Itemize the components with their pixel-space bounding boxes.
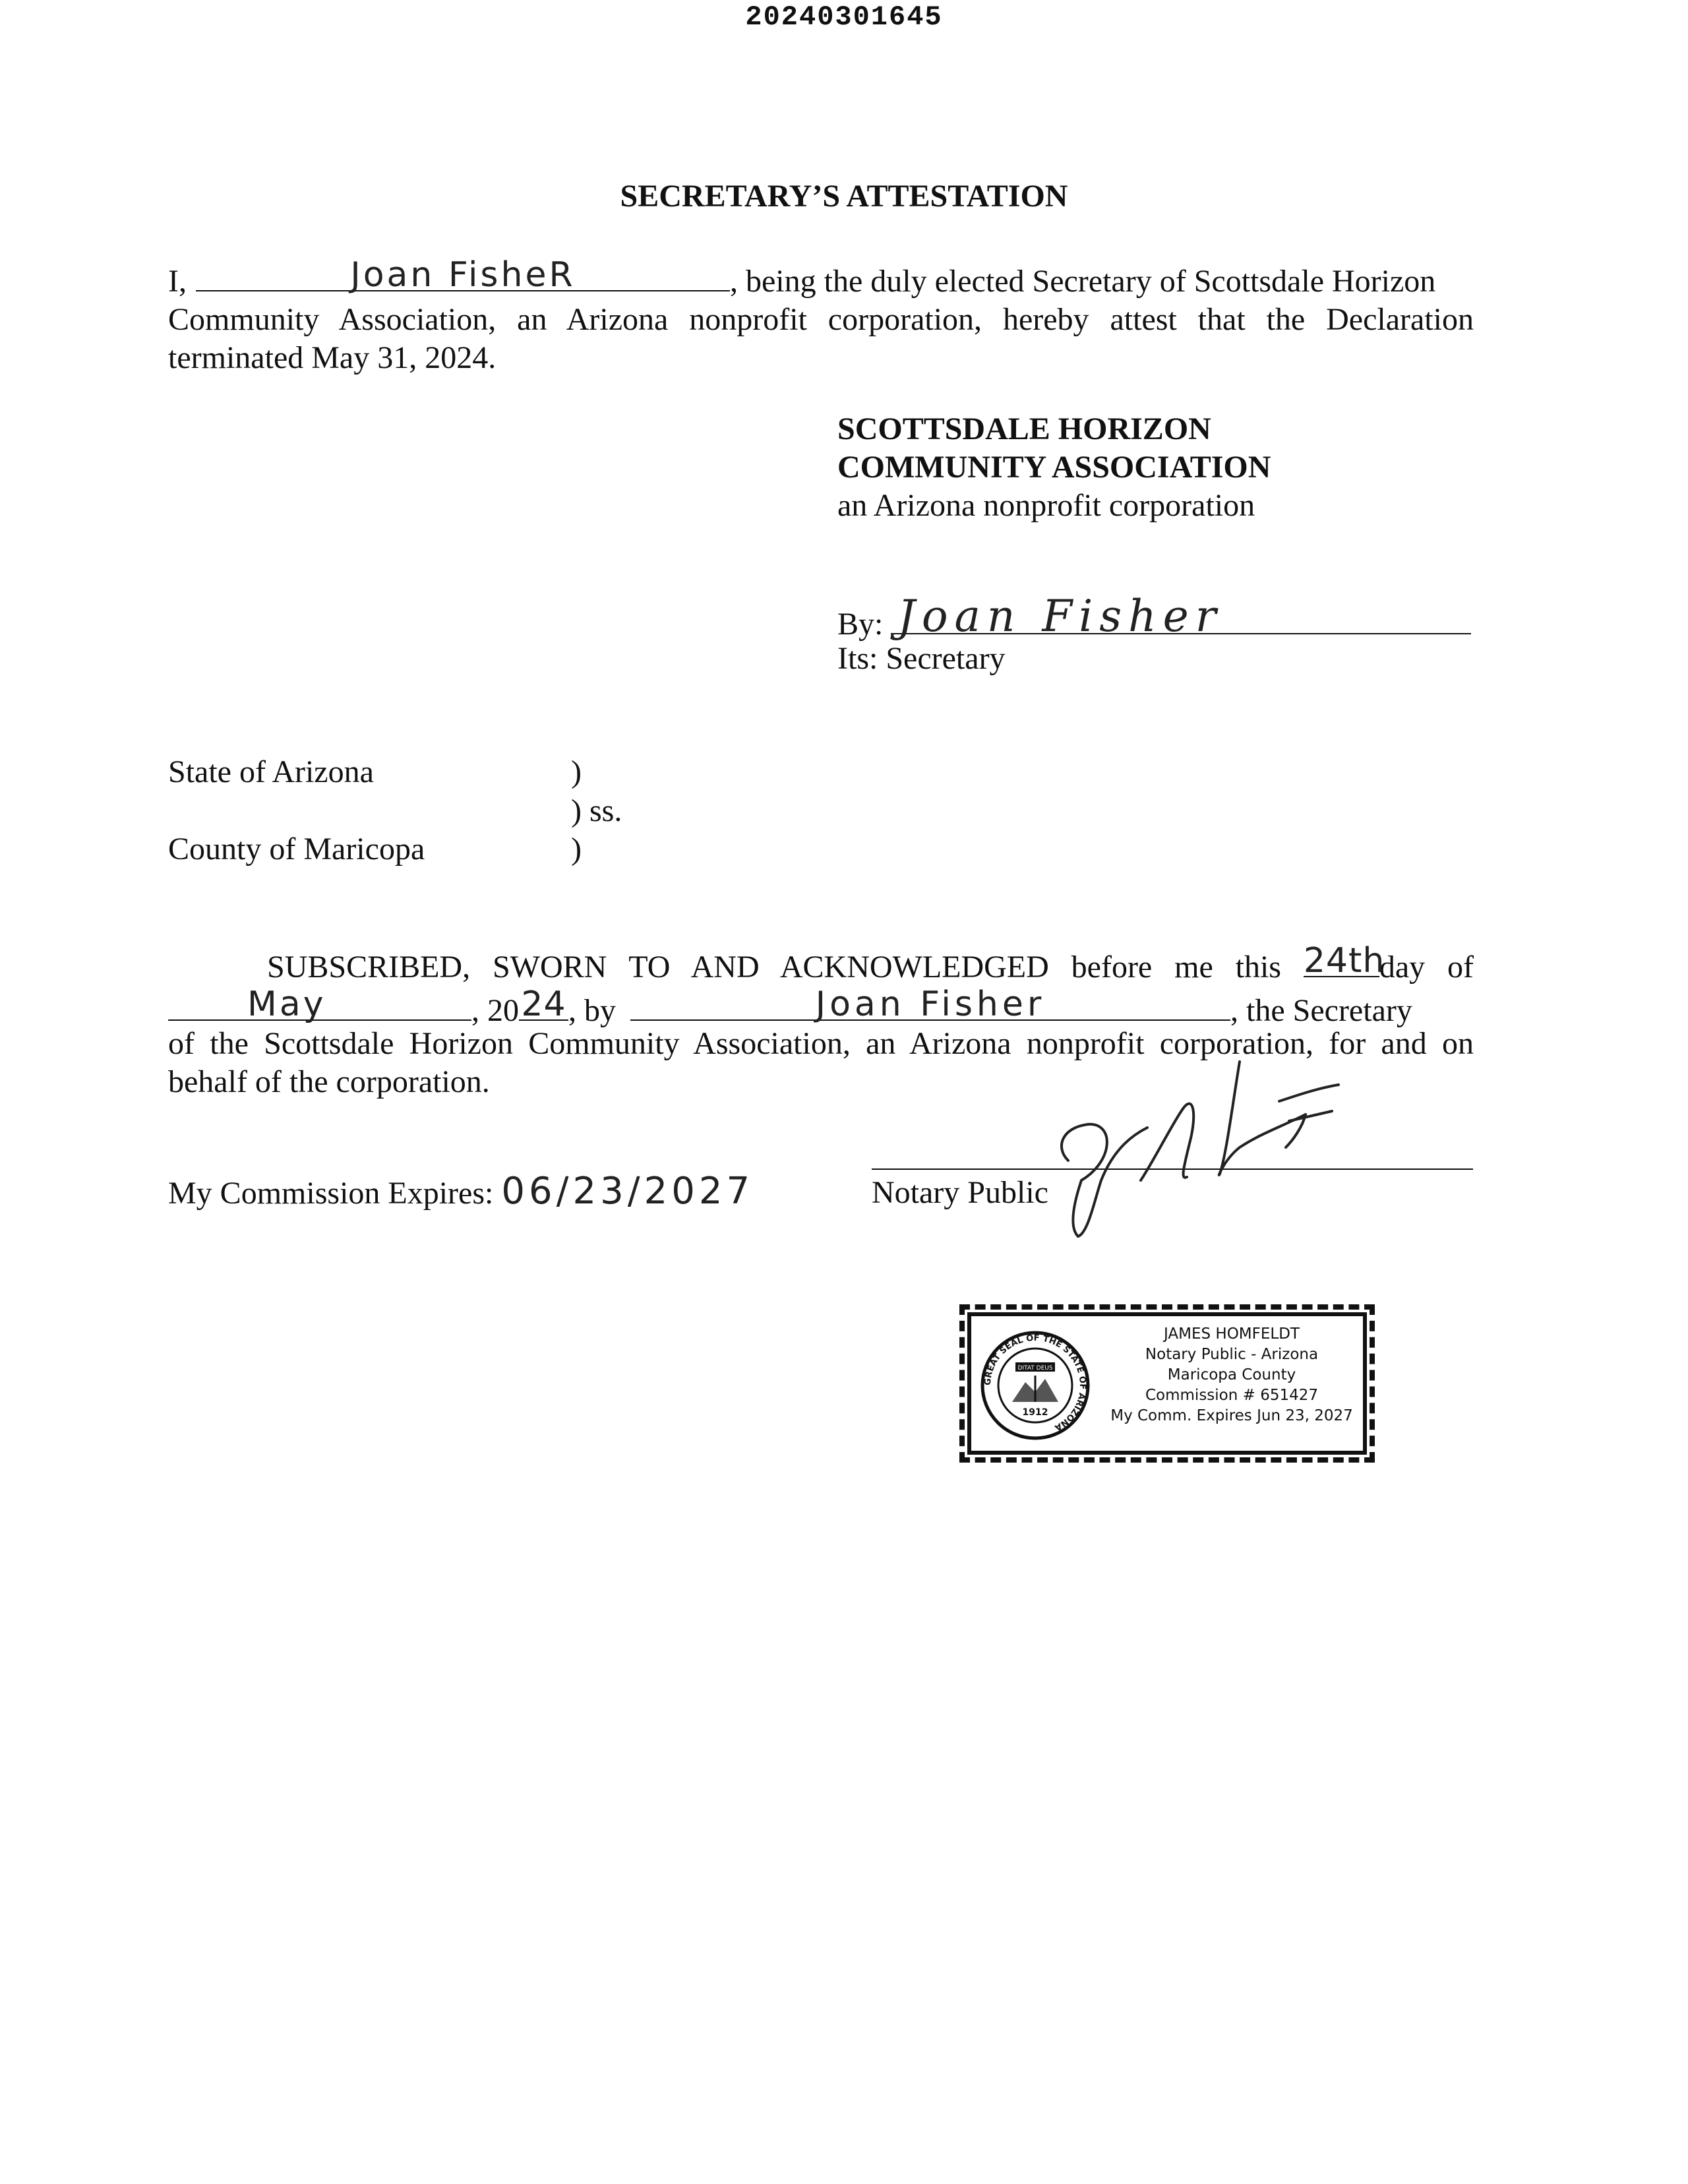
stamp-text-block [1097, 1324, 1367, 1426]
attestation-line-2: Community Association, an Arizona nonprofit corporation, hereby attest that the Declaration [168, 302, 1474, 337]
by-label: By: [837, 607, 884, 642]
ack-year-handwritten: 24 [521, 985, 566, 1024]
notary-stamp [959, 1304, 1375, 1463]
stamp-notary-name: JAMES HOMFELDT [1164, 1325, 1300, 1343]
commission-label: My Commission Expires: [168, 1176, 494, 1211]
venue-paren-1: ) [571, 754, 582, 789]
ack-year-field [519, 985, 568, 1024]
arizona-state-seal-icon [979, 1329, 1091, 1441]
org-name-line-2: COMMUNITY ASSOCIATION [837, 450, 1271, 485]
venue-ss: ) ss. [571, 793, 622, 828]
ack-line-2 [168, 985, 1474, 1028]
stamp-expiration: My Comm. Expires Jun 23, 2027 [1110, 1407, 1353, 1424]
stamp-commission-number: Commission # 651427 [1145, 1387, 1319, 1404]
attestation-paragraph [168, 257, 1474, 377]
by-signature-row [837, 591, 1484, 644]
corporation-block [837, 410, 1484, 525]
venue-paren-3: ) [571, 832, 582, 866]
stamp-notary-title: Notary Public - Arizona [1145, 1346, 1319, 1363]
notary-public-label: Notary Public [872, 1175, 1048, 1210]
attestation-line1-rest: , being the duly elected Secretary of Scottsdale Horizon [729, 264, 1436, 299]
secretary-name-handwritten: Joan FisheR [350, 255, 576, 295]
venue-state: State of Arizona [168, 754, 374, 789]
commission-expiry-row [168, 1172, 754, 1213]
ack-line2-end: , the Secretary [1230, 993, 1412, 1028]
attestation-line-3: terminated May 31, 2024. [168, 340, 497, 375]
ack-line1-end: day of [1379, 950, 1474, 985]
ack-by-text: , by [568, 993, 616, 1028]
ack-line-1 [168, 943, 1474, 986]
ack-month-handwritten: May [247, 985, 326, 1024]
attestation-prefix: I, [168, 264, 187, 299]
attestation-line-1 [168, 257, 1474, 301]
ack-line-4: behalf of the corporation. [168, 1064, 490, 1099]
stamp-county: Maricopa County [1167, 1366, 1296, 1383]
seal-ring-text: GREAT SEAL OF THE STATE OF ARIZONA [982, 1333, 1088, 1433]
ack-year-prefix: , 20 [471, 993, 519, 1028]
seal-year: 1912 [1022, 1407, 1048, 1418]
notary-signature [1042, 1048, 1345, 1240]
seal-motto: DITAT DEUS [1017, 1365, 1053, 1372]
secretary-signature: Joan Fisher [897, 591, 1223, 642]
secretary-name-field [196, 255, 730, 295]
ack-name-field [630, 985, 1230, 1024]
ack-month-field [168, 985, 471, 1024]
ack-line1-text: SUBSCRIBED, SWORN TO AND ACKNOWLEDGED before me this [267, 950, 1281, 985]
org-description: an Arizona nonprofit corporation [837, 488, 1255, 523]
recording-number: 20240301645 [745, 1, 943, 33]
venue-county: County of Maricopa [168, 832, 425, 866]
document-title: SECRETARY’S ATTESTATION [620, 179, 1068, 214]
org-name-line-1: SCOTTSDALE HORIZON [837, 411, 1211, 446]
ack-day-handwritten: 24th [1303, 941, 1385, 981]
ack-name-handwritten: Joan Fisher [815, 985, 1046, 1024]
ack-line-3: of the Scottsdale Horizon Community Association, an Arizona nonprofit corporation, for and on [168, 1026, 1474, 1061]
commission-date-handwritten: 06/23/2027 [501, 1170, 754, 1213]
ack-day-field [1303, 941, 1385, 981]
its-title: Its: Secretary [837, 641, 1006, 676]
by-signature-line [891, 591, 1471, 642]
